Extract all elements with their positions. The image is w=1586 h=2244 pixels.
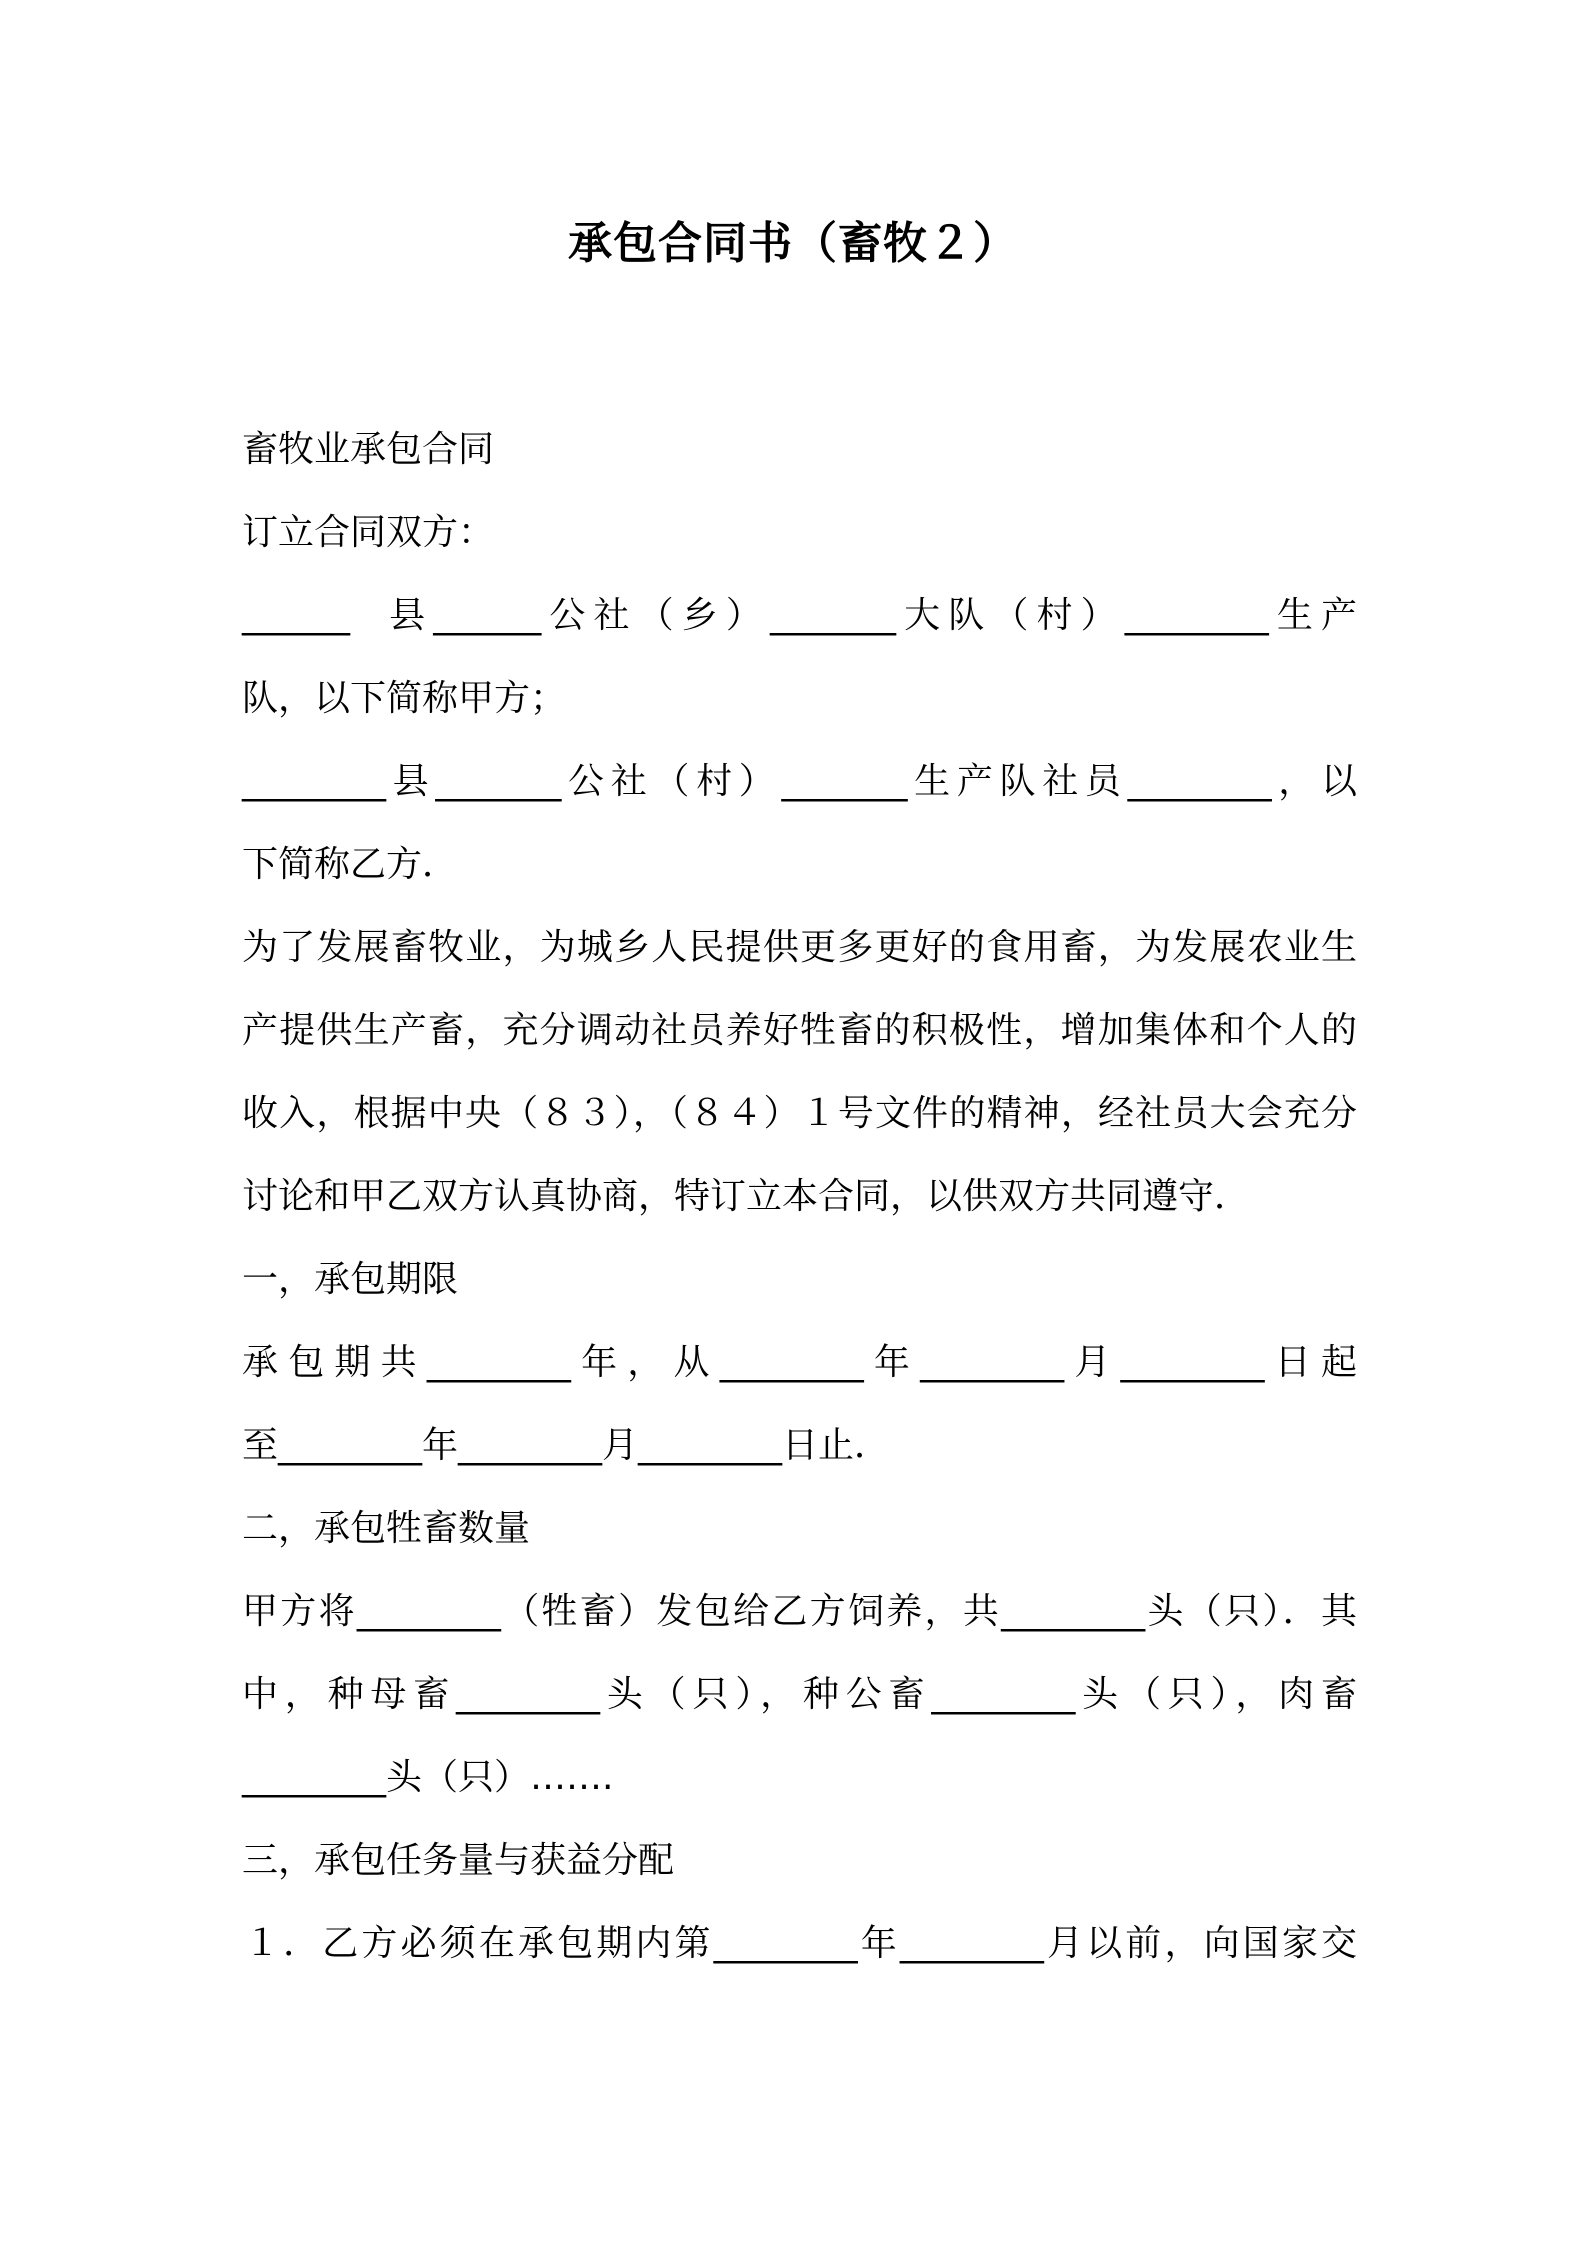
document-title: 承包合同书（畜牧２） <box>568 218 1018 269</box>
purpose-paragraph-line-4: 讨论和甲乙双方认真协商，特订立本合同，以供双方共同遵守． <box>242 1176 1251 1217</box>
task-clause-1: １．乙方必须在承包期内第________年________月以前，向国家交 <box>244 1923 1357 1964</box>
parties-heading: 订立合同双方： <box>242 512 495 553</box>
purpose-paragraph-line-1: 为了发展畜牧业，为城乡人民提供更多更好的食用畜，为发展农业生 <box>242 927 1357 968</box>
section-1-heading: 一，承包期限 <box>242 1259 459 1300</box>
party-b-line-2: 下简称乙方． <box>242 844 459 885</box>
purpose-paragraph-line-3: 收入，根据中央（８３），（８４）１号文件的精神，经社员大会充分 <box>242 1093 1357 1134</box>
section-3-heading: 三，承包任务量与获益分配 <box>242 1840 675 1881</box>
term-line-1: 承包期共________年，从________年________月________日起 <box>242 1342 1357 1383</box>
party-b-line-1: ________县_______公社（村）_______生产队社员________，以 <box>242 761 1357 802</box>
party-a-line-1: ______ 县______公社（乡）_______大队（村）________生产 <box>242 595 1357 636</box>
livestock-line-1: 甲方将________（牲畜）发包给乙方饲养，共________头（只）．其 <box>242 1591 1357 1632</box>
party-a-line-2: 队，以下简称甲方； <box>242 678 567 719</box>
section-heading-contract-type: 畜牧业承包合同 <box>242 429 495 470</box>
document-body <box>242 408 1357 1985</box>
purpose-paragraph-line-2: 产提供生产畜，充分调动社员养好牲畜的积极性，增加集体和个人的 <box>242 1010 1357 1051</box>
livestock-line-3: ________头（只）……. <box>242 1757 614 1798</box>
section-2-heading: 二，承包牲畜数量 <box>242 1508 531 1549</box>
term-line-2: 至________年________月________日止． <box>242 1425 891 1466</box>
livestock-line-2: 中，种母畜________头（只），种公畜________头（只），肉畜 <box>242 1674 1357 1715</box>
